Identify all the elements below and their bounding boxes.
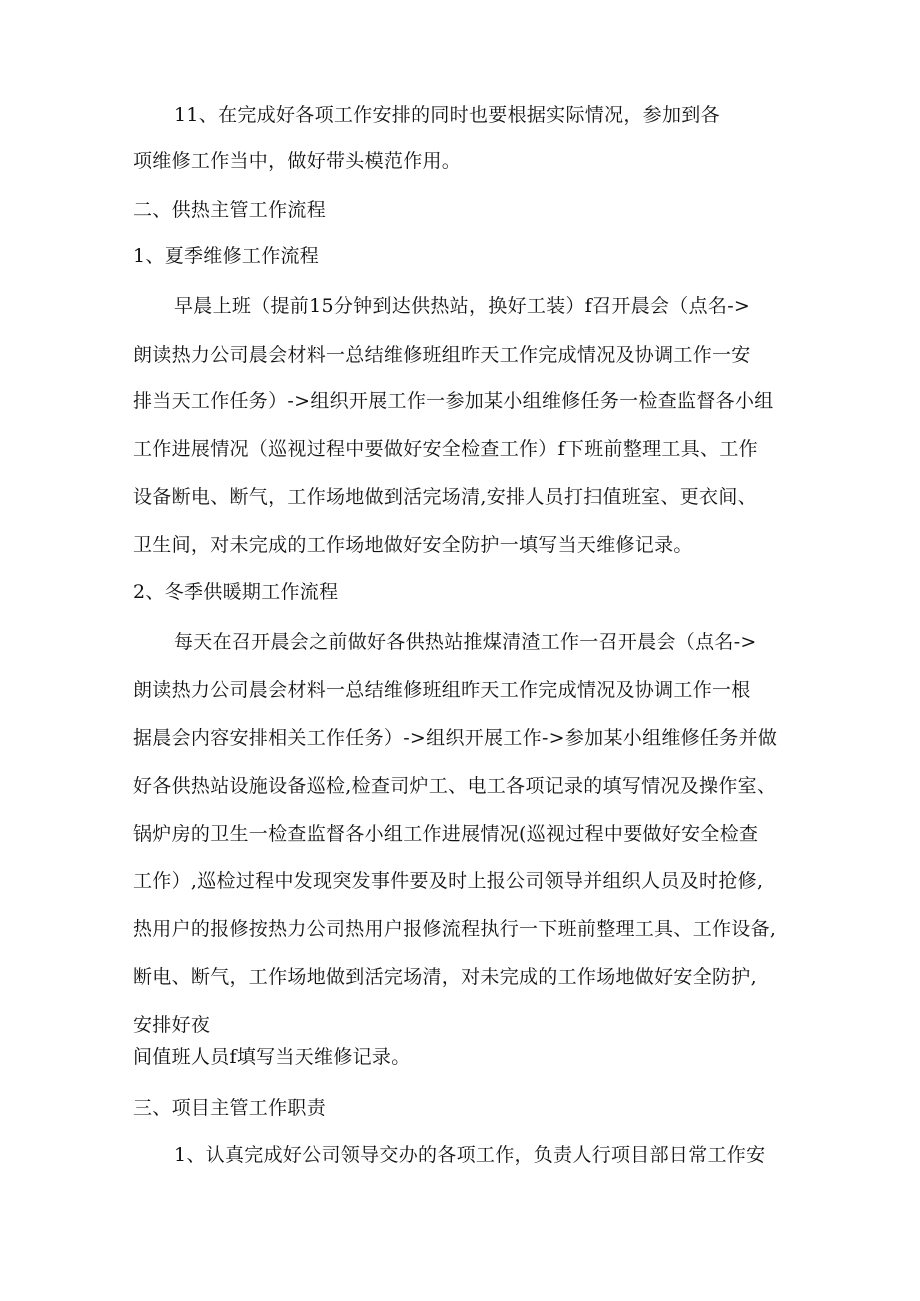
section-heading-3: 三、项目主管工作职责 (133, 1097, 327, 1119)
winter-paragraph-line-3: 据晨会内容安排相关工作任务）->组织开展工作->参加某小组维修任务并做 (133, 727, 778, 749)
section-3-item-1-line-1: 1、认真完成好公司领导交办的各项工作，负责人行项目部日常工作安 (174, 1144, 766, 1166)
section-heading-2: 二、供热主管工作流程 (133, 199, 327, 221)
summer-paragraph-line-1: 早晨上班（提前15分钟到达供热站，换好工装）f召开晨会（点名-> (174, 295, 751, 317)
winter-paragraph-line-6: 工作）,巡检过程中发现突发事件要及时上报公司领导并组织人员及时抢修, (133, 870, 764, 892)
subsection-heading-winter: 2、冬季供暖期工作流程 (133, 581, 339, 603)
winter-paragraph-line-7: 热用户的报修按热力公司热用户报修流程执行一下班前整理工具、工作设备, (133, 918, 777, 940)
subsection-heading-summer: 1、夏季维修工作流程 (133, 245, 320, 267)
summer-paragraph-line-5: 设备断电、断气，工作场地做到活完场清,安排人员打扫值班室、更衣间、 (133, 486, 757, 508)
winter-paragraph-line-2: 朗读热力公司晨会材料一总结维修班组昨天工作完成情况及协调工作一根 (133, 679, 751, 701)
winter-paragraph-line-9: 安排好夜 (133, 1014, 211, 1036)
winter-paragraph-line-4: 好各供热站设施设备巡检,检查司炉工、电工各项记录的填写情况及操作室、 (133, 775, 777, 797)
winter-paragraph-line-8: 断电、断气，工作场地做到活完场清，对未完成的工作场地做好安全防护, (133, 966, 757, 988)
winter-paragraph-line-10: 间值班人员f填写当天维修记录。 (133, 1046, 411, 1068)
winter-paragraph-line-1: 每天在召开晨会之前做好各供热站推煤清渣工作一召开晨会（点名-> (174, 631, 757, 653)
summer-paragraph-line-2: 朗读热力公司晨会材料一总结维修班组昨天工作完成情况及协调工作一安 (133, 344, 751, 366)
summer-paragraph-line-3: 排当天工作任务）->组织开展工作一参加某小组维修任务一检查监督各小组 (133, 390, 774, 412)
paragraph-item-11-line-1: 11、在完成好各项工作安排的同时也要根据实际情况，参加到各 (174, 104, 720, 126)
paragraph-item-11-line-2: 项维修工作当中，做好带头模范作用。 (133, 150, 462, 172)
summer-paragraph-line-6: 卫生间，对未完成的工作场地做好安全防护一填写当天维修记录。 (133, 534, 693, 556)
summer-paragraph-line-4: 工作进展情况（巡视过程中要做好安全检查工作）f下班前整理工具、工作 (133, 438, 758, 460)
winter-paragraph-line-5: 锅炉房的卫生一检查监督各小组工作进展情况(巡视过程中要做好安全检查 (133, 823, 759, 845)
